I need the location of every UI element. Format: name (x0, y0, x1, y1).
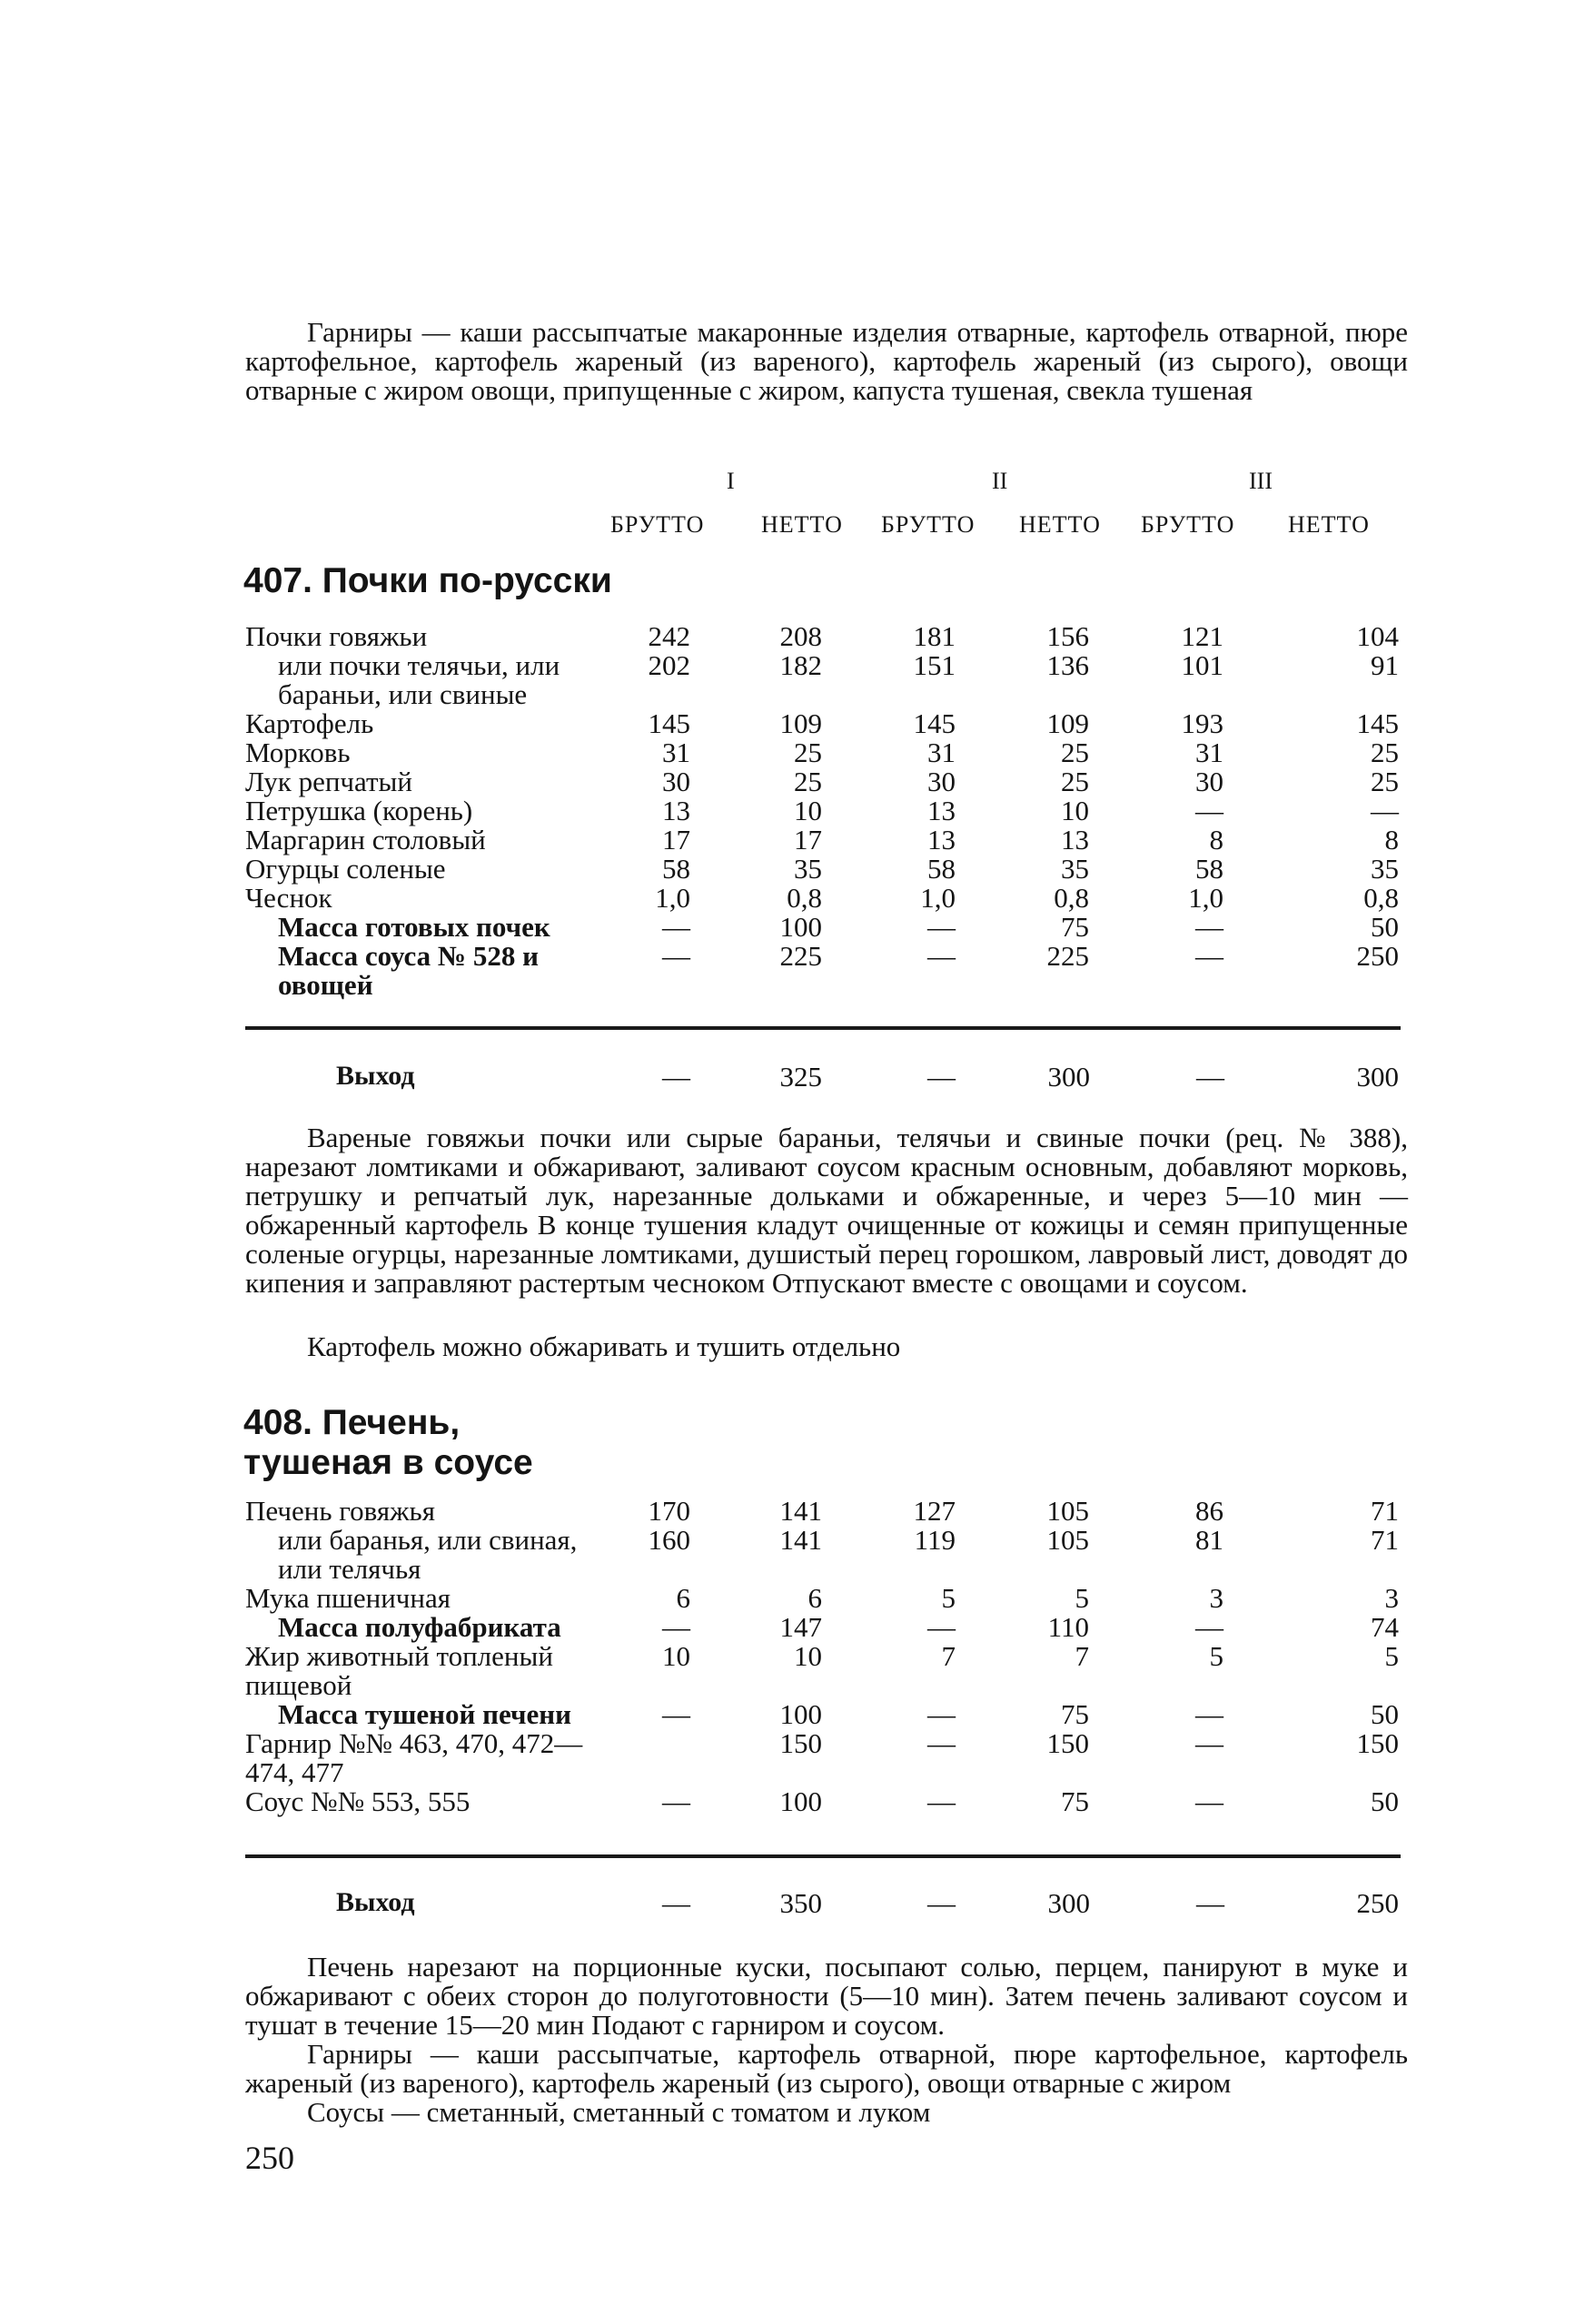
quantity-cell: 10 (662, 1640, 690, 1672)
quantity-cell: 13 (662, 795, 690, 826)
recipe-407-output-6: 300 (1356, 1061, 1399, 1093)
recipe-407-output-1: — (662, 1061, 690, 1093)
recipe-407-title: 407. Почки по-русски (243, 561, 612, 600)
table-row (245, 1787, 1399, 1816)
quantity-cell: 50 (1371, 1698, 1399, 1730)
ingredient-name: Гарнир №№ 463, 470, 472—474, 477 (245, 1727, 583, 1788)
table-row (245, 855, 1399, 884)
quantity-cell: 160 (648, 1524, 690, 1556)
quantity-cell: 145 (648, 707, 690, 739)
table-row (245, 1584, 1399, 1613)
quantity-cell: 71 (1371, 1495, 1399, 1527)
ingredient-name: Картофель (245, 707, 374, 739)
quantity-cell: 91 (1371, 649, 1399, 681)
quantity-cell: 181 (913, 620, 956, 652)
ingredient-name: Почки говяжьи (245, 620, 428, 652)
recipe-408-output-2: 350 (779, 1887, 822, 1919)
table-row (245, 709, 1399, 738)
recipe-408-method: Печень нарезают на порционные куски, посыпают солью, перцем, панируют в муке и обжаривают с обеих сторон до полуготовности (5—10 мин). Затем печень заливают соусом и тушат в течение 15—20 мин Подают с гарниром и соусом. (245, 1951, 1408, 2041)
recipe-407-table (245, 622, 1399, 1000)
quantity-cell: 74 (1371, 1611, 1399, 1643)
quantity-cell: 202 (648, 649, 690, 681)
quantity-cell: 10 (1061, 795, 1089, 826)
header-netto-1: НЕТТО (761, 511, 843, 538)
ingredient-name: или почки телячьи, или бараньи, или свиные (278, 649, 560, 710)
quantity-cell: — (1195, 795, 1223, 826)
quantity-cell: 71 (1371, 1524, 1399, 1556)
quantity-cell: 242 (648, 620, 690, 652)
quantity-cell: 6 (676, 1582, 690, 1614)
ingredient-name: Масса тушеной печени (278, 1698, 571, 1730)
quantity-cell: 119 (914, 1524, 956, 1556)
recipe-408-table (245, 1497, 1399, 1816)
quantity-cell: 5 (1075, 1582, 1089, 1614)
quantity-cell: 141 (779, 1524, 822, 1556)
table-row (245, 1526, 1399, 1584)
quantity-cell: 50 (1371, 1785, 1399, 1817)
quantity-cell: 147 (779, 1611, 822, 1643)
ingredient-name: Мука пшеничная (245, 1582, 451, 1614)
column-group-2: II (992, 468, 1008, 494)
recipe-408-sauces: Соусы — сметанный, сметанный с томатом и луком (307, 2096, 931, 2128)
quantity-cell: 109 (779, 707, 822, 739)
table-row (245, 884, 1399, 913)
table-row (245, 1613, 1399, 1642)
quantity-cell: 0,8 (787, 882, 822, 914)
quantity-cell: — (1195, 1727, 1223, 1759)
recipe-407-output-2: 325 (779, 1061, 822, 1093)
recipe-408-output-label: Выход (336, 1887, 415, 1917)
quantity-cell: 75 (1061, 1785, 1089, 1817)
recipe-407-rule (245, 1026, 1401, 1030)
quantity-cell: — (927, 911, 956, 943)
quantity-cell: — (1195, 1611, 1223, 1643)
quantity-cell: 8 (1209, 824, 1223, 855)
quantity-cell: 5 (1384, 1640, 1399, 1672)
quantity-cell: 86 (1195, 1495, 1223, 1527)
quantity-cell: 31 (927, 737, 956, 768)
table-row (245, 796, 1399, 826)
ingredient-name: или баранья, или свиная, или телячья (278, 1524, 578, 1585)
quantity-cell: 1,0 (655, 882, 690, 914)
recipe-407-output-3: — (927, 1061, 956, 1093)
quantity-cell: 75 (1061, 1698, 1089, 1730)
column-group-3: III (1249, 468, 1273, 494)
quantity-cell: 151 (913, 649, 956, 681)
table-row (245, 942, 1399, 1000)
ingredient-name: Масса соуса № 528 и овощей (278, 940, 539, 1001)
quantity-cell: 58 (1195, 853, 1223, 885)
ingredient-name: Маргарин столовый (245, 824, 486, 855)
quantity-cell: — (927, 1698, 956, 1730)
quantity-cell: — (1195, 911, 1223, 943)
header-netto-3: НЕТТО (1288, 511, 1370, 538)
quantity-cell: — (1195, 1698, 1223, 1730)
quantity-cell: 250 (1356, 940, 1399, 972)
quantity-cell: 150 (1046, 1727, 1089, 1759)
quantity-cell: 35 (1371, 853, 1399, 885)
quantity-cell: — (662, 1611, 690, 1643)
quantity-cell: 13 (1061, 824, 1089, 855)
quantity-cell: 121 (1181, 620, 1223, 652)
quantity-cell: 13 (927, 824, 956, 855)
quantity-cell: 25 (1371, 737, 1399, 768)
quantity-cell: 141 (779, 1495, 822, 1527)
quantity-cell: 5 (1209, 1640, 1223, 1672)
recipe-407-output-4: 300 (1047, 1061, 1090, 1093)
quantity-cell: 225 (779, 940, 822, 972)
header-brutto-3: БРУТТО (1141, 511, 1235, 538)
quantity-cell: 30 (1195, 766, 1223, 797)
recipe-408-output-4: 300 (1047, 1887, 1090, 1919)
table-row (245, 622, 1399, 651)
quantity-cell: 7 (941, 1640, 956, 1672)
recipe-408-output-5: — (1196, 1887, 1224, 1919)
quantity-cell: 109 (1046, 707, 1089, 739)
recipe-408-output-1: — (662, 1887, 690, 1919)
table-row (245, 1642, 1399, 1700)
ingredient-name: Печень говяжья (245, 1495, 435, 1527)
ingredient-name: Огурцы соленые (245, 853, 446, 885)
quantity-cell: — (1195, 1785, 1223, 1817)
recipe-407-output-label: Выход (336, 1061, 415, 1091)
quantity-cell: 136 (1046, 649, 1089, 681)
quantity-cell: 25 (794, 766, 822, 797)
quantity-cell: 25 (1371, 766, 1399, 797)
quantity-cell: 193 (1181, 707, 1223, 739)
quantity-cell: 1,0 (1188, 882, 1223, 914)
header-brutto-1: БРУТТО (610, 511, 705, 538)
quantity-cell: 17 (794, 824, 822, 855)
column-group-1: I (727, 468, 735, 494)
quantity-cell: 145 (913, 707, 956, 739)
table-row (245, 1729, 1399, 1787)
quantity-cell: 100 (779, 1698, 822, 1730)
quantity-cell: 8 (1384, 824, 1399, 855)
ingredient-name: Петрушка (корень) (245, 795, 473, 826)
quantity-cell: 10 (794, 1640, 822, 1672)
quantity-cell: 25 (1061, 737, 1089, 768)
quantity-cell: — (927, 1611, 956, 1643)
quantity-cell: 3 (1209, 1582, 1223, 1614)
garnish-intro-text: Гарниры — каши рассыпчатые макаронные изделия отварные, картофель отварной, пюре картофельное, картофель жареный (из вареного), картофель жареный (из сырого), овощи отварные с жиром овощи, припущенные с жиром, капуста тушеная, свекла тушеная (245, 316, 1408, 406)
quantity-cell: 31 (662, 737, 690, 768)
quantity-cell: 1,0 (920, 882, 956, 914)
quantity-cell: 25 (794, 737, 822, 768)
quantity-cell: 104 (1356, 620, 1399, 652)
quantity-cell: 225 (1046, 940, 1089, 972)
quantity-cell: 105 (1046, 1524, 1089, 1556)
quantity-cell: 50 (1371, 911, 1399, 943)
quantity-cell: 13 (927, 795, 956, 826)
quantity-cell: 25 (1061, 766, 1089, 797)
quantity-cell: 3 (1384, 1582, 1399, 1614)
ingredient-name: Чеснок (245, 882, 332, 914)
recipe-408-title: 408. Печень, тушеная в соусе (243, 1403, 533, 1482)
quantity-cell: 35 (1061, 853, 1089, 885)
quantity-cell: 10 (794, 795, 822, 826)
quantity-cell: 31 (1195, 737, 1223, 768)
quantity-cell: 75 (1061, 911, 1089, 943)
quantity-cell: 0,8 (1054, 882, 1089, 914)
quantity-cell: 110 (1047, 1611, 1089, 1643)
quantity-cell: 81 (1195, 1524, 1223, 1556)
ingredient-name: Масса полуфабриката (278, 1611, 561, 1643)
quantity-cell: — (927, 1727, 956, 1759)
quantity-cell: — (662, 1698, 690, 1730)
quantity-cell: 30 (927, 766, 956, 797)
ingredient-name: Жир животный топленый пищевой (245, 1640, 553, 1701)
quantity-cell: 208 (779, 620, 822, 652)
quantity-cell: 101 (1181, 649, 1223, 681)
header-brutto-2: БРУТТО (881, 511, 976, 538)
table-row (245, 738, 1399, 767)
quantity-cell: 0,8 (1363, 882, 1399, 914)
table-row (245, 1700, 1399, 1729)
quantity-cell: — (662, 1785, 690, 1817)
quantity-cell: 100 (779, 911, 822, 943)
quantity-cell: 35 (794, 853, 822, 885)
quantity-cell: — (1371, 795, 1399, 826)
recipe-407-method: Вареные говяжьи почки или сырые бараньи, телячьи и свиные почки (рец. № 388), нарезают ломтиками и обжаривают, заливают соусом красным основным, добавляют морковь, петрушку и репчатый лук, нарезанные дольками и обжаренные, и через 5—10 мин — обжаренный картофель В конце тушения кладут очищенные от кожицы и семян припущенные соленые огурцы, нарезанные ломтиками, душистый перец горошком, лавровый лист, доводят до кипения и заправляют растертым чесноком Отпускают вместе с овощами и соусом. (245, 1122, 1408, 1299)
ingredient-name: Морковь (245, 737, 351, 768)
quantity-cell: — (927, 1785, 956, 1817)
quantity-cell: — (1195, 940, 1223, 972)
quantity-cell: 58 (927, 853, 956, 885)
quantity-cell: 6 (807, 1582, 822, 1614)
quantity-cell: 127 (913, 1495, 956, 1527)
quantity-cell (609, 1729, 690, 1787)
recipe-408-rule (245, 1854, 1401, 1858)
recipe-407-note: Картофель можно обжаривать и тушить отдельно (307, 1330, 901, 1362)
quantity-cell: 150 (779, 1727, 822, 1759)
quantity-cell: — (662, 940, 690, 972)
quantity-cell: 58 (662, 853, 690, 885)
quantity-cell: — (662, 911, 690, 943)
quantity-cell: 17 (662, 824, 690, 855)
quantity-cell: 105 (1046, 1495, 1089, 1527)
quantity-cell: — (927, 940, 956, 972)
table-row (245, 826, 1399, 855)
table-row (245, 767, 1399, 796)
quantity-cell: 170 (648, 1495, 690, 1527)
quantity-cell: 100 (779, 1785, 822, 1817)
quantity-cell: 30 (662, 766, 690, 797)
page-number: 250 (245, 2140, 294, 2176)
table-row (245, 1497, 1399, 1526)
quantity-cell: 156 (1046, 620, 1089, 652)
quantity-cell: 182 (779, 649, 822, 681)
recipe-408-output-6: 250 (1356, 1887, 1399, 1919)
ingredient-name: Соус №№ 553, 555 (245, 1785, 471, 1817)
ingredient-name: Масса готовых почек (278, 911, 550, 943)
quantity-cell: 150 (1356, 1727, 1399, 1759)
ingredient-name: Лук репчатый (245, 766, 412, 797)
header-netto-2: НЕТТО (1019, 511, 1101, 538)
recipe-408-output-3: — (927, 1887, 956, 1919)
recipe-407-output-5: — (1196, 1061, 1224, 1093)
quantity-cell: 145 (1356, 707, 1399, 739)
table-row (245, 651, 1399, 709)
recipe-408-garnish: Гарниры — каши рассыпчатые, картофель отварной, пюре картофельное, картофель жареный (из вареного), картофель жареный (из сырого), овощи отварные с жиром (245, 2038, 1408, 2099)
quantity-cell: 7 (1075, 1640, 1089, 1672)
table-row (245, 913, 1399, 942)
quantity-cell: 5 (941, 1582, 956, 1614)
